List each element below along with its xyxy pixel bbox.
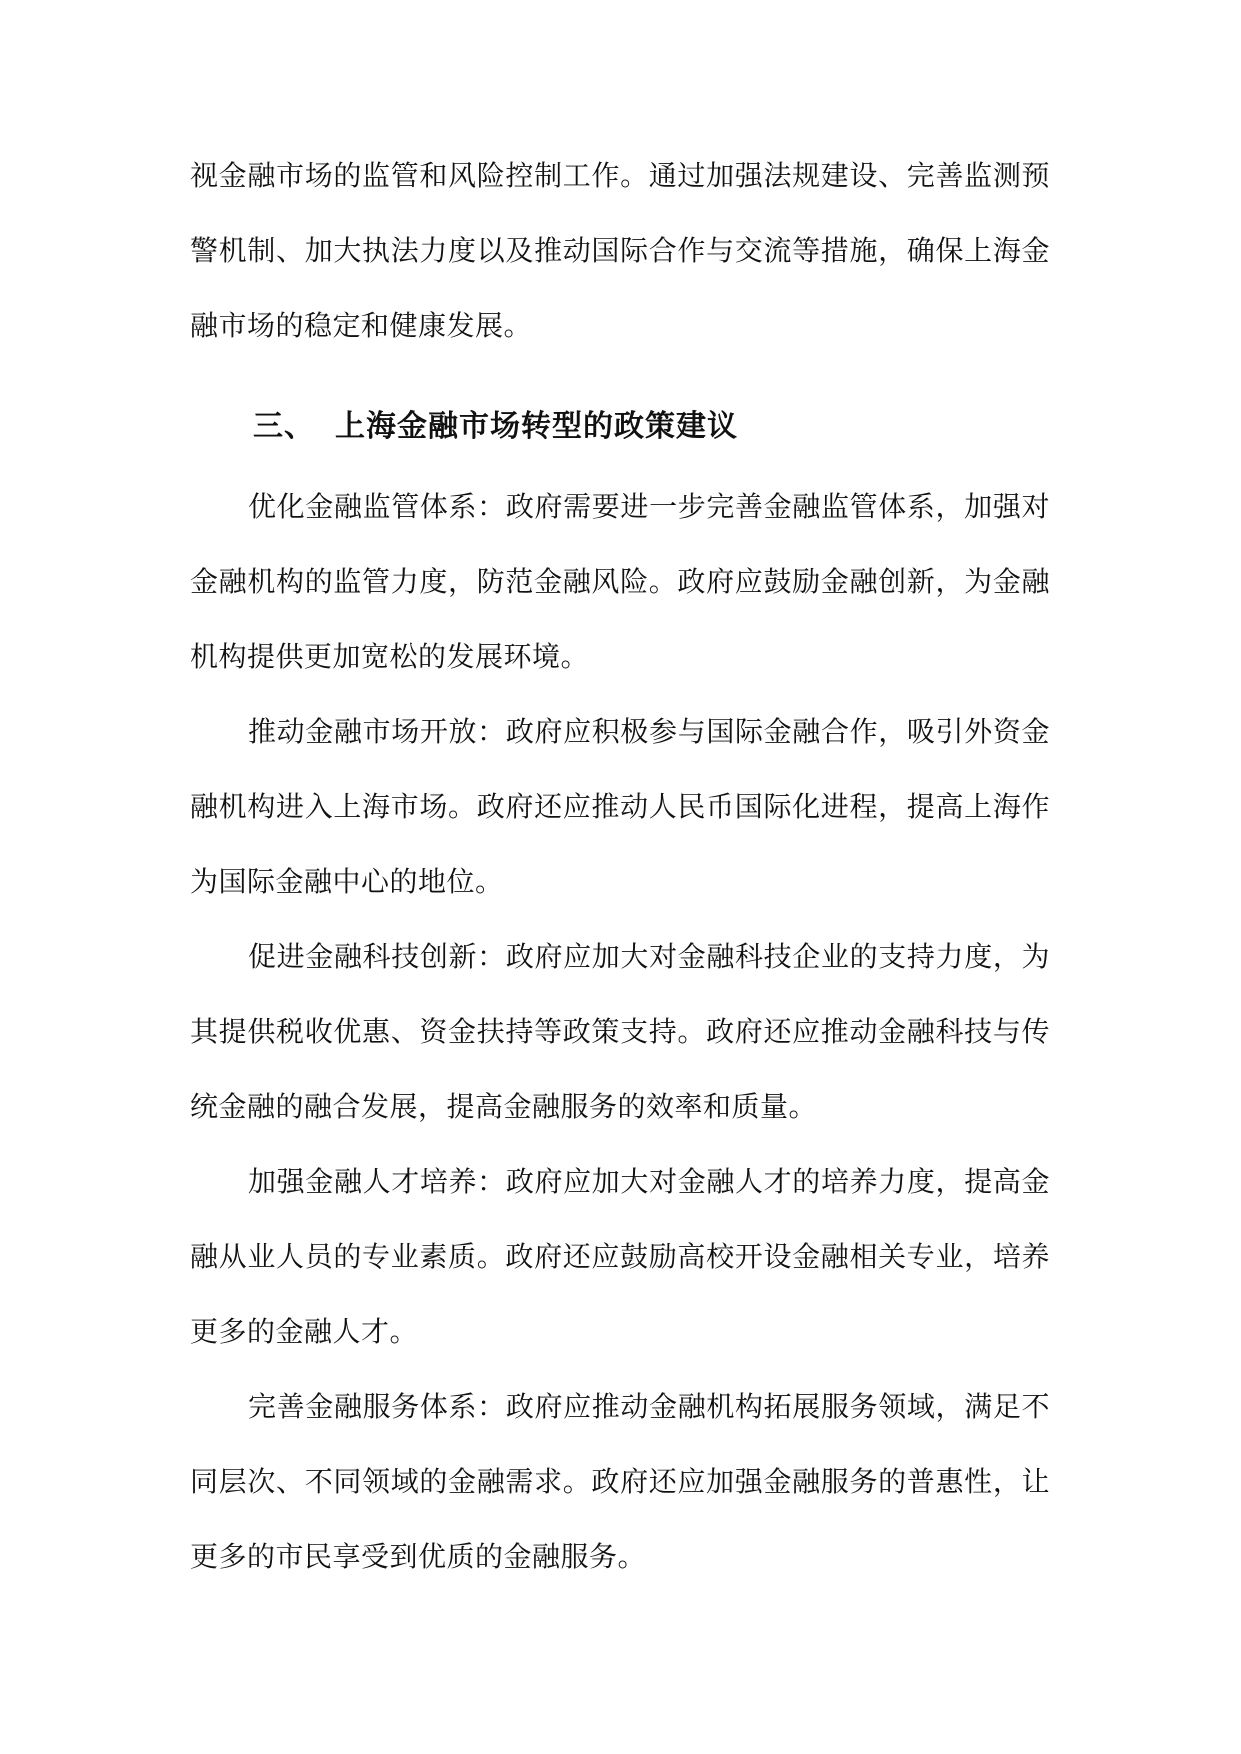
- policy-paragraph-services: 完善金融服务体系：政府应推动金融机构拓展服务领域，满足不同层次、不同领域的金融需求。政府还应加强金融服务的普惠性，让更多的市民享受到优质的金融服务。: [190, 1390, 1050, 1573]
- document-body: [190, 138, 1050, 1594]
- policy-paragraph-talent: 加强金融人才培养：政府应加大对金融人才的培养力度，提高金融从业人员的专业素质。政府还应鼓励高校开设金融相关专业，培养更多的金融人才。: [190, 1165, 1050, 1348]
- policy-paragraph-regulation: 优化金融监管体系：政府需要进一步完善金融监管体系，加强对金融机构的监管力度，防范金融风险。政府应鼓励金融创新，为金融机构提供更加宽松的发展环境。: [190, 490, 1050, 673]
- section-title: 上海金融市场转型的政策建议: [335, 409, 738, 444]
- section-number: 三、: [253, 409, 315, 444]
- policy-paragraph-opening: 推动金融市场开放：政府应积极参与国际金融合作，吸引外资金融机构进入上海市场。政府还应推动人民币国际化进程，提高上海作为国际金融中心的地位。: [190, 715, 1050, 898]
- continuation-paragraph: 视金融市场的监管和风险控制工作。通过加强法规建设、完善监测预警机制、加大执法力度以及推动国际合作与交流等措施，确保上海金融市场的稳定和健康发展。: [190, 159, 1050, 342]
- policy-paragraph-fintech: 促进金融科技创新：政府应加大对金融科技企业的支持力度，为其提供税收优惠、资金扶持等政策支持。政府还应推动金融科技与传统金融的融合发展，提高金融服务的效率和质量。: [190, 940, 1050, 1123]
- section-heading: [190, 397, 1050, 457]
